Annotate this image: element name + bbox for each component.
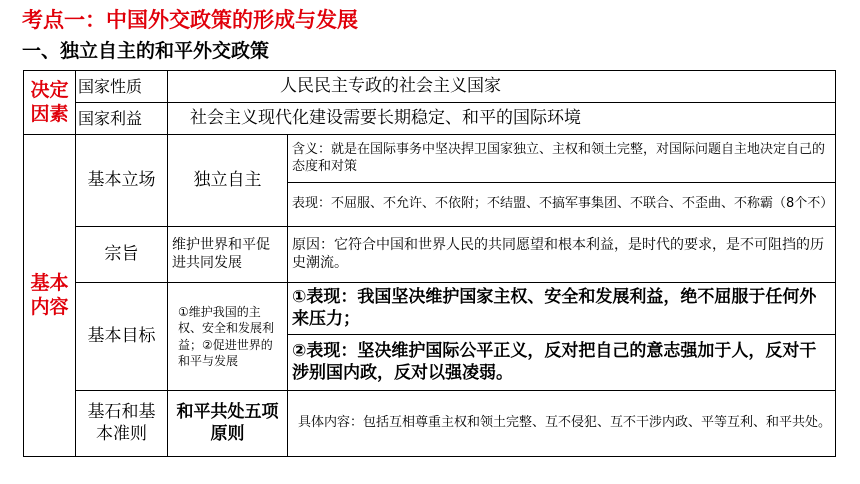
table-row [24, 135, 836, 183]
stance-meaning: 含义：就是在国际事务中坚决捍卫国家独立、主权和领土完整，对国际问题自主地决定自己的态度和对策 [288, 135, 836, 183]
interest-label: 国家利益 [76, 103, 168, 135]
purpose-reason: 原因：它符合中国和世界人民的共同愿望和根本利益，是时代的要求，是不可阻挡的历史潮流。 [288, 227, 836, 283]
nature-value: 人民民主专政的社会主义国家 [168, 71, 836, 103]
goal-manifest-2: ②表现：坚决维护国际公平正义，反对把自己的意志强加于人，反对干涉别国内政，反对以强凌弱。 [288, 335, 836, 391]
table-row [24, 391, 836, 457]
content-label: 基本内容 [24, 135, 76, 457]
factors-label: 决定因素 [24, 71, 76, 135]
goal-manifest-1: ①表现：我国坚决维护国家主权、安全和发展利益，绝不屈服于任何外来压力； [288, 283, 836, 335]
purpose-label: 宗旨 [76, 227, 168, 283]
purpose-key: 维护世界和平促进共同发展 [168, 227, 288, 283]
policy-table [23, 70, 836, 457]
nature-label: 国家性质 [76, 71, 168, 103]
section-subtitle: 一、独立自主的和平外交政策 [22, 40, 270, 62]
stance-label: 基本立场 [76, 135, 168, 227]
principle-key: 和平共处五项原则 [168, 391, 288, 457]
principle-detail: 具体内容：包括互相尊重主权和领土完整、互不侵犯、互不干涉内政、平等互利、和平共处。 [288, 391, 836, 457]
table-row [24, 71, 836, 103]
interest-value: 社会主义现代化建设需要长期稳定、和平的国际环境 [168, 103, 836, 135]
goal-label: 基本目标 [76, 283, 168, 391]
stance-key: 独立自主 [168, 135, 288, 227]
stance-manifest: 表现：不屈服、不允许、不依附；不结盟、不搞军事集团、不联合、不歪曲、不称霸（8个不） [288, 183, 836, 227]
principle-label: 基石和基本准则 [76, 391, 168, 457]
table-row [24, 103, 836, 135]
table-row [24, 227, 836, 283]
goal-key: ①维护我国的主权、安全和发展利益；②促进世界的和平与发展 [168, 283, 288, 391]
page-title: 考点一：中国外交政策的形成与发展 [22, 8, 358, 32]
table-row [24, 283, 836, 335]
